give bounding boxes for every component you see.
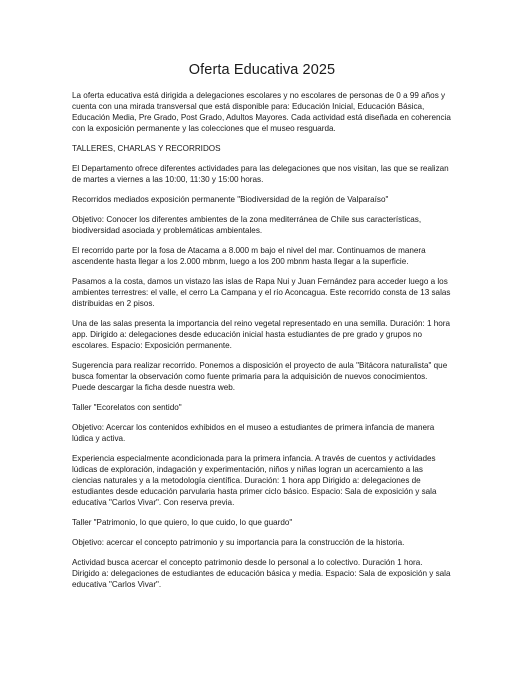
section-heading: TALLERES, CHARLAS Y RECORRIDOS <box>72 144 221 153</box>
activity-heading-recorridos: Recorridos mediados exposición permanente "Biodiversidad de la región de Valparaíso" <box>72 195 389 204</box>
document-title: Oferta Educativa 2025 <box>188 62 336 78</box>
patrimonio-objective: Objetivo: acercar el concepto patrimonio y su importancia para la construcción de la historia. <box>72 538 405 547</box>
activity-heading-patrimonio: Taller "Patrimonio, lo que quiero, lo que cuido, lo que guardo" <box>72 518 293 527</box>
recorridos-suggestion: Sugerencia para realizar recorrido. Ponemos a disposición el proyecto de aula "Bitácora naturalista" que busca fomentar la observación como fuente primaria para la adquisición de nuevos conocimientos. Puede descargar la ficha desde nuestra web. <box>72 361 448 392</box>
intro-paragraph: La oferta educativa está dirigida a delegaciones escolares y no escolares de personas de 0 a 99 años y cuenta con una mirada transversal que está disponible para: Educación Inicial, Educación Básica, Educación Media, Pre Grado, Post Grado, Adultos Mayores. Cada actividad está diseñada en coherencia con la exposición permanente y las colecciones que el museo resguarda. <box>72 91 451 133</box>
document-page <box>72 62 452 599</box>
schedule-paragraph: El Departamento ofrece diferentes actividades para las delegaciones que nos visitan, las que se realizan de martes a viernes a las 10:00, 11:30 y 15:00 horas. <box>72 164 449 184</box>
recorridos-paragraph-1: El recorrido parte por la fosa de Atacama a 8.000 m bajo el nivel del mar. Continuamos de manera ascendente hasta llegar a los 2.000 mbnm, luego a los 200 mbnm hasta llegar a la superficie. <box>72 246 426 266</box>
ecorelatos-objective: Objetivo: Acercar los contenidos exhibidos en el museo a estudiantes de primera infancia de manera lúdica y activa. <box>72 423 435 443</box>
recorridos-paragraph-3: Una de las salas presenta la importancia del reino vegetal representado en una semilla. Duración: 1 hora app. Dirigido a: delegaciones desde educación inicial hasta estudiantes de pre grado y grupos no escolares. Espacio: Exposición permanente. <box>72 319 451 350</box>
ecorelatos-paragraph: Experiencia especialmente acondicionada para la primera infancia. A través de cuentos y actividades lúdicas de exploración, indagación y experimentación, niños y niñas logran un acercamiento a las ciencias naturales y a la metodología científica. Duración: 1 hora app Dirigido a: delegaciones de estudiantes desde educación parvularia hasta primer ciclo básico. Espacio: Sala de exposición y sala educativa "Carlos Vivar". Con reserva previa. <box>72 454 437 507</box>
recorridos-objective: Objetivo: Conocer los diferentes ambientes de la zona mediterránea de Chile sus características, biodiversidad asociada y problemáticas ambientales. <box>72 215 422 235</box>
recorridos-paragraph-2: Pasamos a la costa, damos un vistazo las islas de Rapa Nui y Juan Fernández para acceder luego a los ambientes terrestres: el valle, el cerro La Campana y el río Aconcagua. Este recorrido consta de 13 salas distribuidas en 2 pisos. <box>72 277 451 308</box>
patrimonio-paragraph: Actividad busca acercar el concepto patrimonio desde lo personal a lo colectivo. Duración 1 hora. Dirigido a: delegaciones de estudiantes de educación básica y media. Espacio: Sala de exposición y sala educativa "Carlos Vivar". <box>72 558 451 589</box>
activity-heading-ecorelatos: Taller "Ecorelatos con sentido" <box>72 403 182 412</box>
